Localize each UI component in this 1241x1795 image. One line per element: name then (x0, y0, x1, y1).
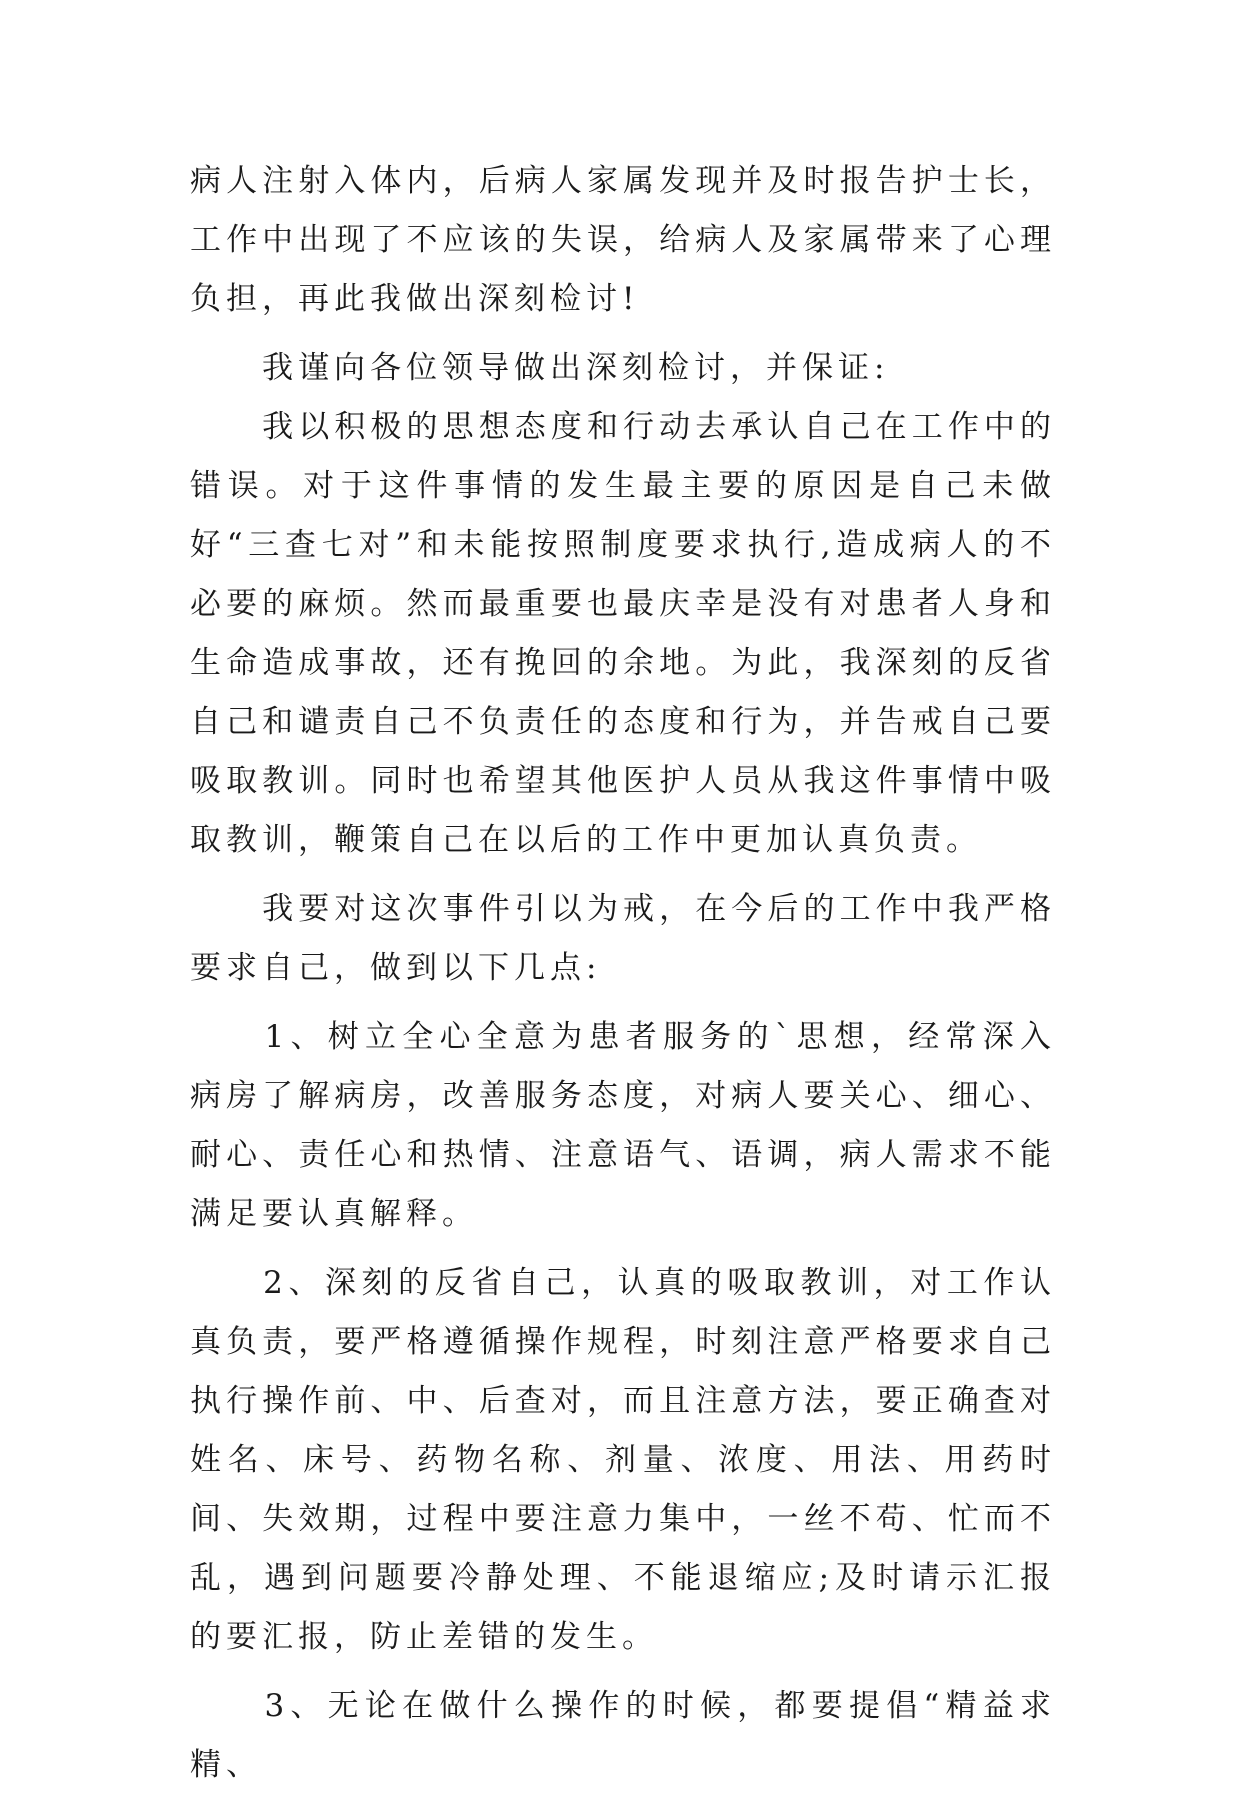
paragraph-2: 我谨向各位领导做出深刻检讨，并保证: (190, 350, 890, 386)
paragraph-1: 病人注射入体内，后病人家属发现并及时报告护士长，工作中出现了不应该的失误，给病人及家属带来了心理负担，再此我做出深刻检讨! (190, 163, 1056, 317)
paragraph-4: 我要对这次事件引以为戒，在今后的工作中我严格要求自己，做到以下几点: (190, 891, 1056, 986)
paragraph-5: 1、树立全心全意为患者服务的`思想，经常深入病房了解病房，改善服务态度，对病人要关心、细心、耐心、责任心和热情、注意语气、语调，病人需求不能满足要认真解释。 (190, 1019, 1056, 1232)
paragraph-3: 我以积极的思想态度和行动去承认自己在工作中的错误。对于这件事情的发生最主要的原因是自己未做好“三查七对”和未能按照制度要求执行,造成病人的不必要的麻烦。然而最重要也最庆幸是没有对患者人身和生命造成事故，还有挽回的余地。为此，我深刻的反省自己和谴责自己不负责任的态度和行为，并告戒自己要吸取教训。同时也希望其他医护人员从我这件事情中吸取教训，鞭策自己在以后的工作中更加认真负责。 (190, 409, 1056, 858)
paragraph-6: 2、深刻的反省自己，认真的吸取教训，对工作认真负责，要严格遵循操作规程，时刻注意严格要求自己执行操作前、中、后查对，而且注意方法，要正确查对姓名、床号、药物名称、剂量、浓度、用法、用药时间、失效期，过程中要注意力集中，一丝不苟、忙而不乱，遇到问题要冷静处理、不能退缩应;及时请示汇报的要汇报，防止差错的发生。 (190, 1265, 1056, 1655)
document-body (190, 152, 1056, 1795)
paragraph-7: 3、无论在做什么操作的时候，都要提倡“精益求精、 (190, 1688, 1056, 1783)
